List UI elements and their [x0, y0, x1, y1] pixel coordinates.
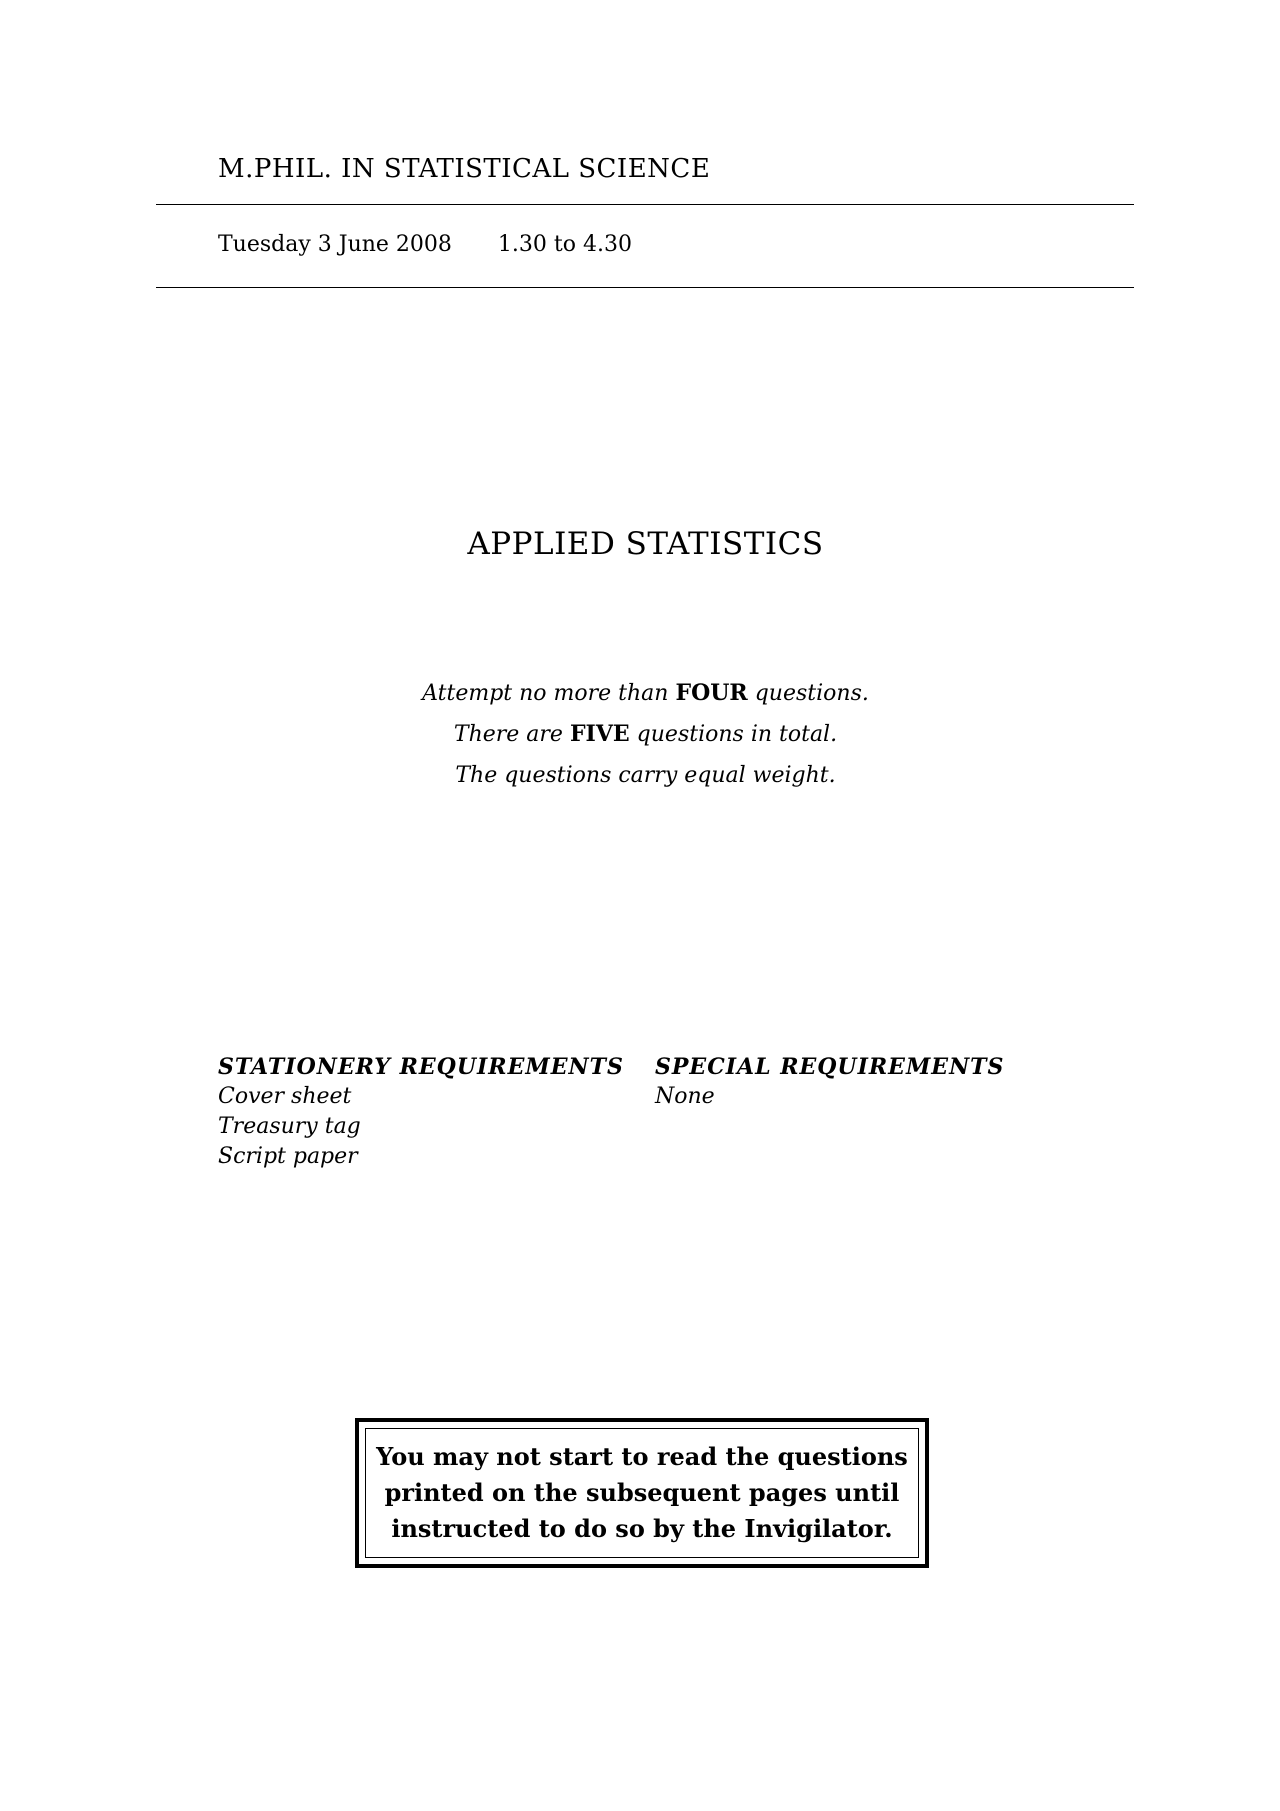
bottom-divider — [156, 287, 1134, 288]
instruction-line — [0, 755, 1280, 796]
instruction-text: There are — [453, 722, 570, 747]
exam-time: 1.30 to 4.30 — [497, 232, 632, 257]
exam-date-line — [218, 232, 632, 257]
instruction-text: questions. — [747, 681, 869, 706]
exam-date: Tuesday 3 June 2008 — [218, 232, 452, 257]
stationery-item: Cover sheet — [218, 1084, 352, 1109]
instructions — [0, 673, 1280, 796]
instruction-line — [0, 673, 1280, 714]
programme-title: M.PHIL. IN STATISTICAL SCIENCE — [218, 154, 711, 184]
instruction-emphasis: FIVE — [569, 721, 630, 747]
invigilator-notice-box — [355, 1418, 929, 1568]
special-heading: SPECIAL REQUIREMENTS — [655, 1054, 1005, 1080]
notice-line: printed on the subsequent pages until — [384, 1478, 900, 1507]
stationery-heading: STATIONERY REQUIREMENTS — [218, 1054, 624, 1080]
special-item: None — [655, 1084, 715, 1109]
instruction-text: Attempt no more than — [422, 681, 676, 706]
stationery-requirements — [218, 1052, 624, 1172]
notice-line: instructed to do so by the Invigilator. — [391, 1514, 893, 1543]
instruction-emphasis: FOUR — [675, 680, 748, 706]
stationery-item: Treasury tag — [218, 1114, 361, 1139]
instruction-text: questions in total. — [629, 722, 838, 747]
instruction-text: The questions carry equal weight. — [455, 763, 836, 788]
stationery-item: Script paper — [218, 1144, 358, 1169]
special-requirements — [655, 1052, 1004, 1112]
notice-text — [376, 1439, 908, 1547]
top-divider — [156, 204, 1134, 205]
subject-title: APPLIED STATISTICS — [467, 526, 824, 562]
notice-line: You may not start to read the questions — [376, 1442, 908, 1471]
notice-inner-frame — [365, 1428, 919, 1558]
instruction-line — [0, 714, 1280, 755]
